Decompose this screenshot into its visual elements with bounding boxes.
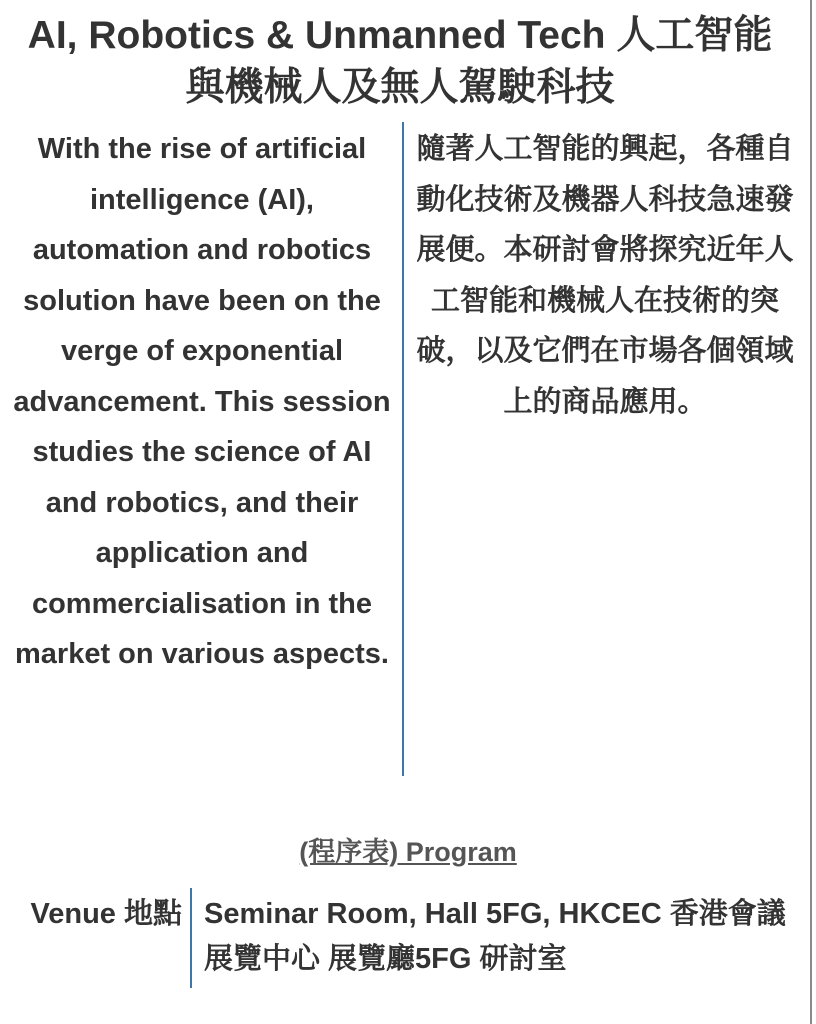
column-divider: [402, 122, 404, 776]
page-edge-line: [810, 0, 812, 1024]
venue-value: Seminar Room, Hall 5FG, HKCEC 香港會議展覽中心 展覽廳5FG 研討室: [204, 898, 786, 975]
venue-divider: [190, 888, 192, 988]
venue-label: Venue 地點: [30, 898, 182, 930]
description-english: With the rise of artificial intelligence (AI), automation and robotics solution have been on the verge of exponential advancement. This session studies the science of AI and robotics, and their application and commercialisation in the market on various aspects.: [13, 133, 391, 670]
session-title: AI, Robotics & Unmanned Tech 人工智能與機械人及無人駕駛科技: [27, 14, 773, 109]
program-link[interactable]: (程序表) Program: [299, 837, 517, 867]
description-chinese: 隨著人工智能的興起，各種自動化技術及機器人科技急速發展便。本研討會將探究近年人工智能和機械人在技術的突破，以及它們在市場各個領域上的商品應用。: [416, 133, 794, 418]
